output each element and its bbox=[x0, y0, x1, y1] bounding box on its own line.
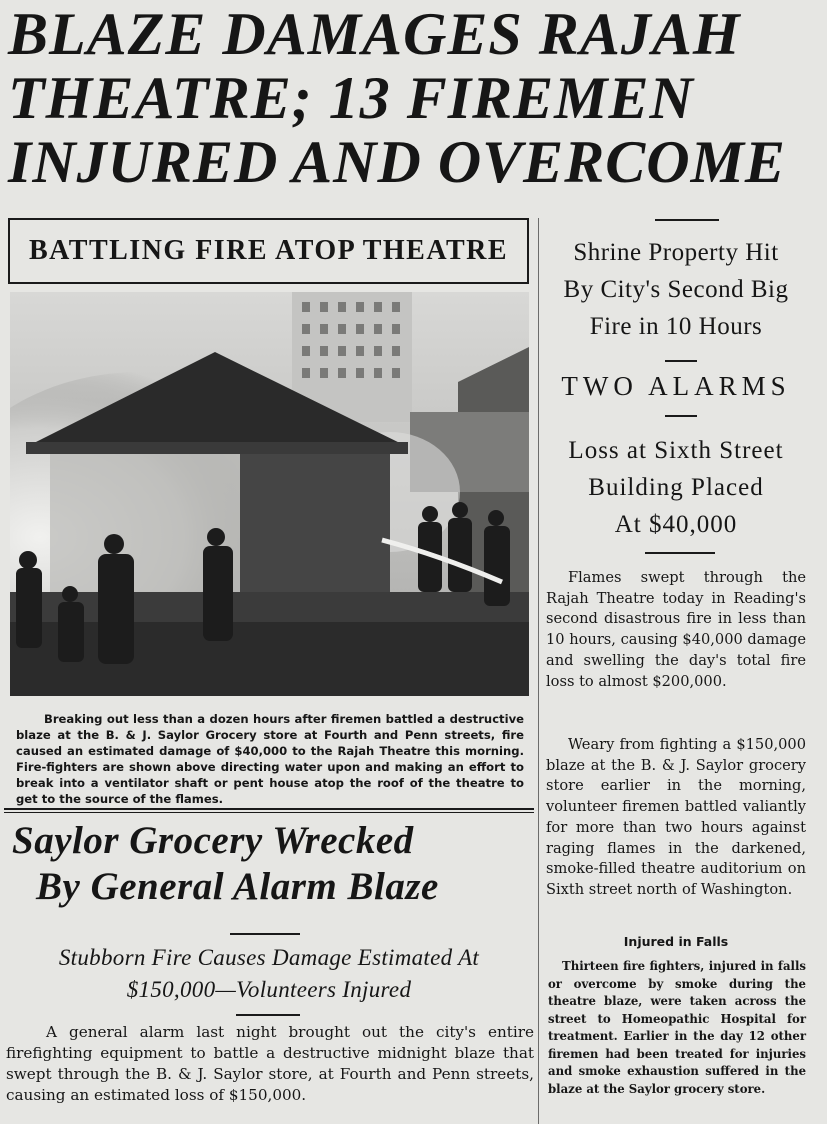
rajah-loss-line-2: Building Placed bbox=[588, 474, 764, 501]
photo-box-headline-text: BATTLING FIRE ATOP THEATRE bbox=[28, 235, 509, 266]
headline-line-1: BLAZE DAMAGES RAJAH bbox=[8, 1, 741, 67]
rajah-headline bbox=[545, 234, 807, 345]
rajah-alarms-headline: TWO ALARMS bbox=[561, 371, 791, 401]
rajah-paragraph-3: Thirteen fire fighters, injured in falls or overcome by smoke during the theatre blaze, were taken across the street to Homeopathic Hospital for treatment. Earlier in the day 12 other firemen had been treated for injuries and smoke exhaustion suffered in the blaze at the Saylor grocery store. bbox=[548, 959, 806, 1096]
photo-box-headline bbox=[8, 218, 529, 284]
saylor-headline-line-1: Saylor Grocery Wrecked bbox=[12, 819, 414, 862]
headline-line-2: THEATRE; 13 FIREMEN bbox=[8, 65, 694, 131]
rajah-loss-headline bbox=[545, 432, 807, 543]
rajah-loss-line-1: Loss at Sixth Street bbox=[568, 437, 784, 464]
rajah-paragraph-1: Flames swept through the Rajah Theatre today in Reading's second disastrous fire in less than 10 hours, causing $40,000 damage and swelling the day's total fire loss to almost $200,000. bbox=[546, 569, 806, 690]
rajah-loss-line-3: At $40,000 bbox=[614, 511, 738, 538]
rajah-subhead: Injured in Falls bbox=[623, 934, 729, 949]
saylor-deck-line-2: $150,000—Volunteers Injured bbox=[126, 977, 412, 1002]
section-divider-thin bbox=[4, 812, 534, 813]
rajah-top-rule bbox=[655, 219, 719, 221]
rajah-headline-line-3: Fire in 10 Hours bbox=[589, 313, 763, 340]
main-headline bbox=[8, 2, 823, 194]
rajah-paragraph-2: Weary from fighting a $150,000 blaze at the B. & J. Saylor grocery store earlier in the morning, volunteer firemen battled valiantly for more than two hours against raging flames in the darkened, smoke-filled theatre auditorium on Sixth street north of Washington. bbox=[546, 736, 806, 898]
saylor-deck-line-1: Stubborn Fire Causes Damage Estimated At bbox=[58, 945, 480, 970]
saylor-headline-line-2: By General Alarm Blaze bbox=[36, 865, 439, 908]
rajah-rule-2 bbox=[665, 415, 697, 417]
rajah-rule-3 bbox=[645, 552, 715, 554]
saylor-lead-paragraph: A general alarm last night brought out the city's entire firefighting equipment to battle a destructive midnight blaze that swept through the B. & J. Saylor store, at Fourth and Penn streets, causing an estimated loss of $150,000. bbox=[6, 1023, 534, 1104]
rajah-headline-line-2: By City's Second Big bbox=[563, 276, 789, 303]
column-rule bbox=[538, 218, 539, 1124]
rajah-headline-line-1: Shrine Property Hit bbox=[573, 239, 779, 266]
saylor-deck-rule bbox=[236, 1014, 300, 1016]
saylor-headline bbox=[8, 818, 528, 910]
fire-photo bbox=[10, 292, 529, 696]
rajah-rule-1 bbox=[665, 360, 697, 362]
headline-line-3: INJURED AND OVERCOME bbox=[8, 129, 786, 195]
saylor-deck bbox=[4, 942, 534, 1006]
section-divider bbox=[4, 808, 534, 810]
photo-caption: Breaking out less than a dozen hours after firemen battled a destructive blaze at the B. & J. Saylor Grocery store at Fourth and Penn streets, fire caused an estimated damage of $40,000 to the Rajah Theatre this morning. Fire-fighters are shown above directing water upon and making an effort to break into a ventilator shaft or pent house atop the roof of the theatre to get to the source of the flames. bbox=[16, 712, 524, 806]
saylor-dash-rule bbox=[230, 933, 300, 935]
fire-photo-illustration bbox=[10, 292, 529, 696]
